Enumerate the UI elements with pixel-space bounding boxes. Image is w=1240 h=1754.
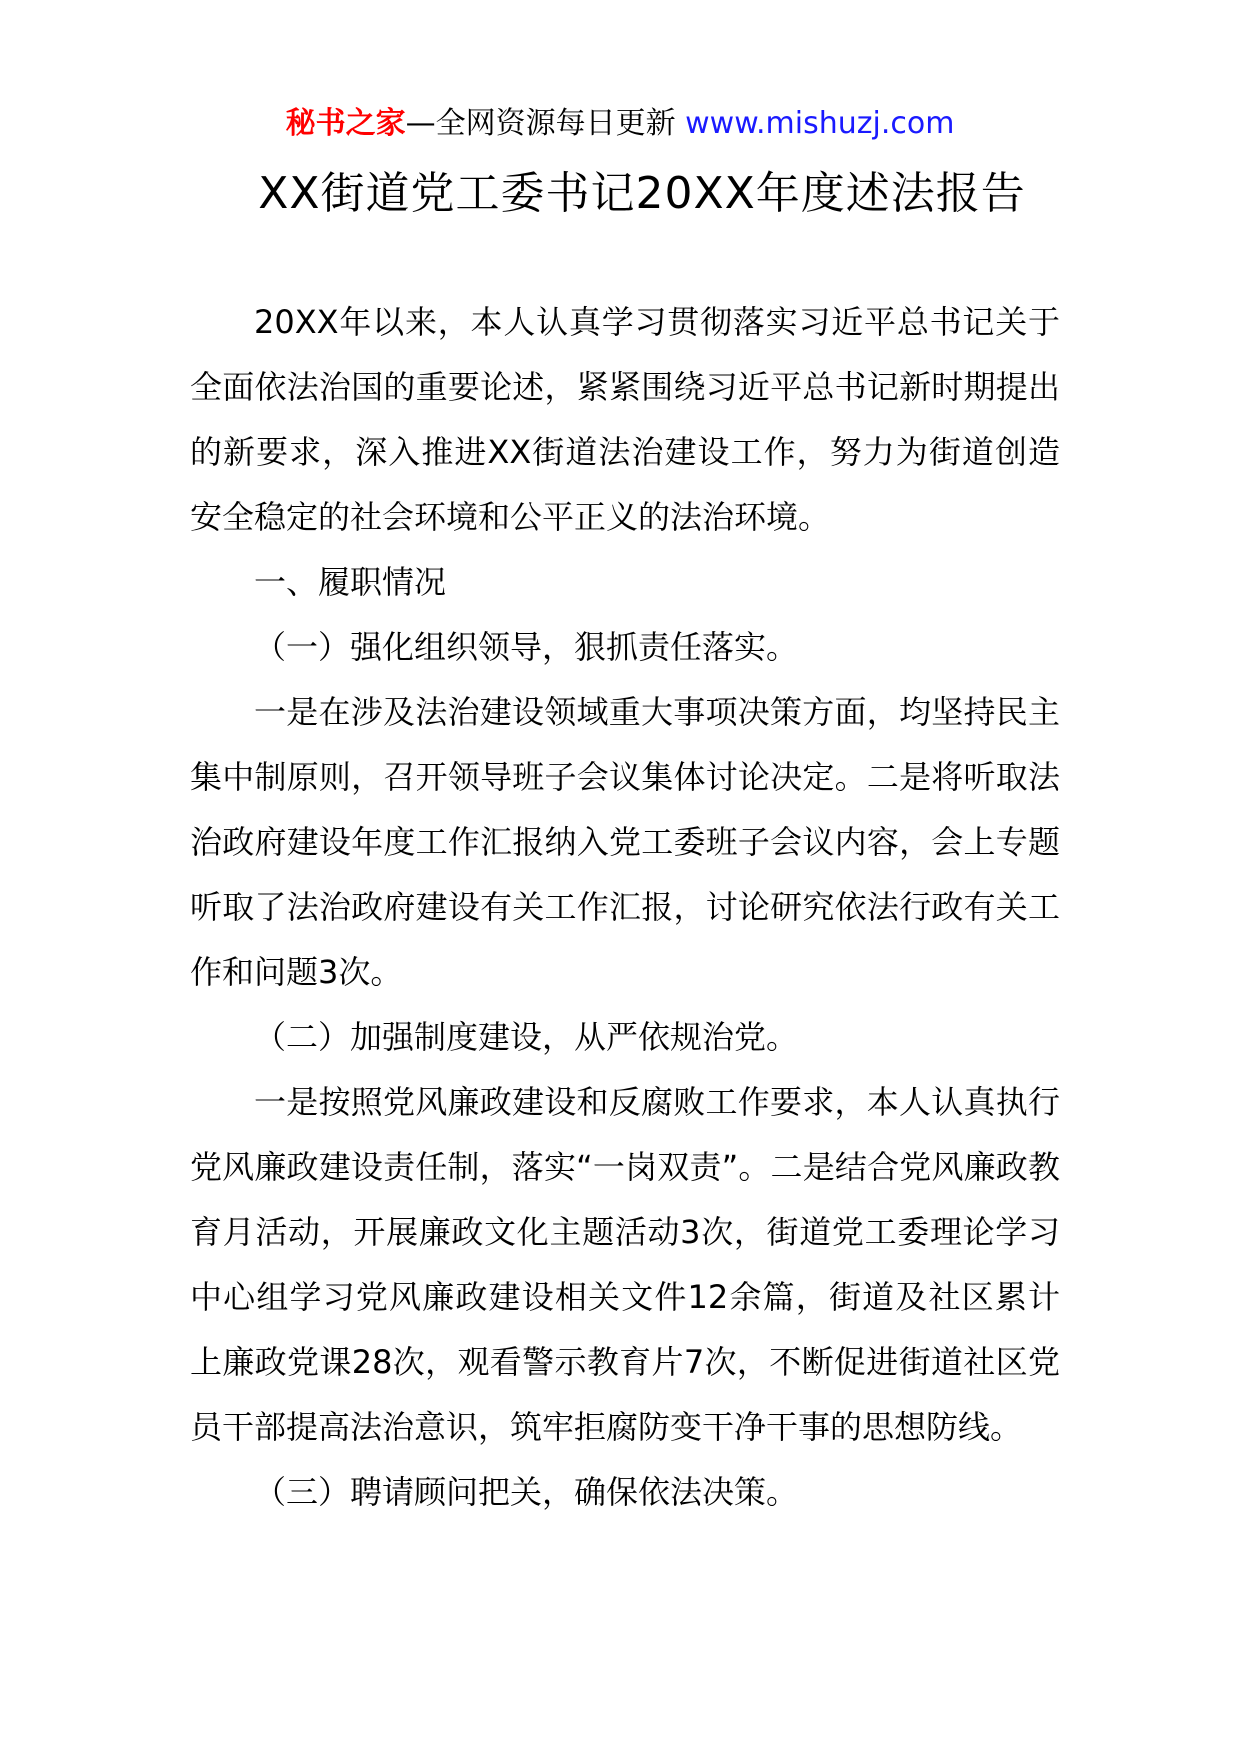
subheading-1: （一）强化组织领导，狠抓责任落实。 [254,628,799,666]
paragraph-intro: 20XX年以来，本人认真学习贯彻落实习近平总书记关于全面依法治国的重要论述，紧紧围绕习近平总书记新时期提出的新要求，深入推进XX街道法治建设工作，努力为街道创造安全稳定的社会环境和公平正义的法治环境。 [190,303,1060,536]
header-slogan: —全网资源每日更新 [405,106,686,141]
subheading-3: （三）聘请顾问把关，确保依法决策。 [254,1473,799,1511]
site-header [0,104,1240,144]
paragraph-1: 一是在涉及法治建设领域重大事项决策方面，均坚持民主集中制原则，召开领导班子会议集体讨论决定。二是将听取法治政府建设年度工作汇报纳入党工委班子会议内容，会上专题听取了法治政府建设有关工作汇报，讨论研究依法行政有关工作和问题3次。 [190,693,1060,991]
subheading-2: （二）加强制度建设，从严依规治党。 [254,1018,799,1056]
brand-name: 秘书之家 [285,106,406,141]
document-title: XX街道党工委书记20XX年度述法报告 [258,168,1026,219]
section-heading-1: 一、履职情况 [254,563,447,601]
site-url: www.mishuzj.com [685,106,955,141]
paragraph-2: 一是按照党风廉政建设和反腐败工作要求，本人认真执行党风廉政建设责任制，落实“一岗双责”。二是结合党风廉政教育月活动，开展廉政文化主题活动3次，街道党工委理论学习中心组学习党风廉政建设相关文件12余篇，街道及社区累计上廉政党课28次，观看警示教育片7次，不断促进街道社区党员干部提高法治意识，筑牢拒腐防变干净干事的思想防线。 [190,1083,1060,1446]
document-body [190,290,1060,1525]
